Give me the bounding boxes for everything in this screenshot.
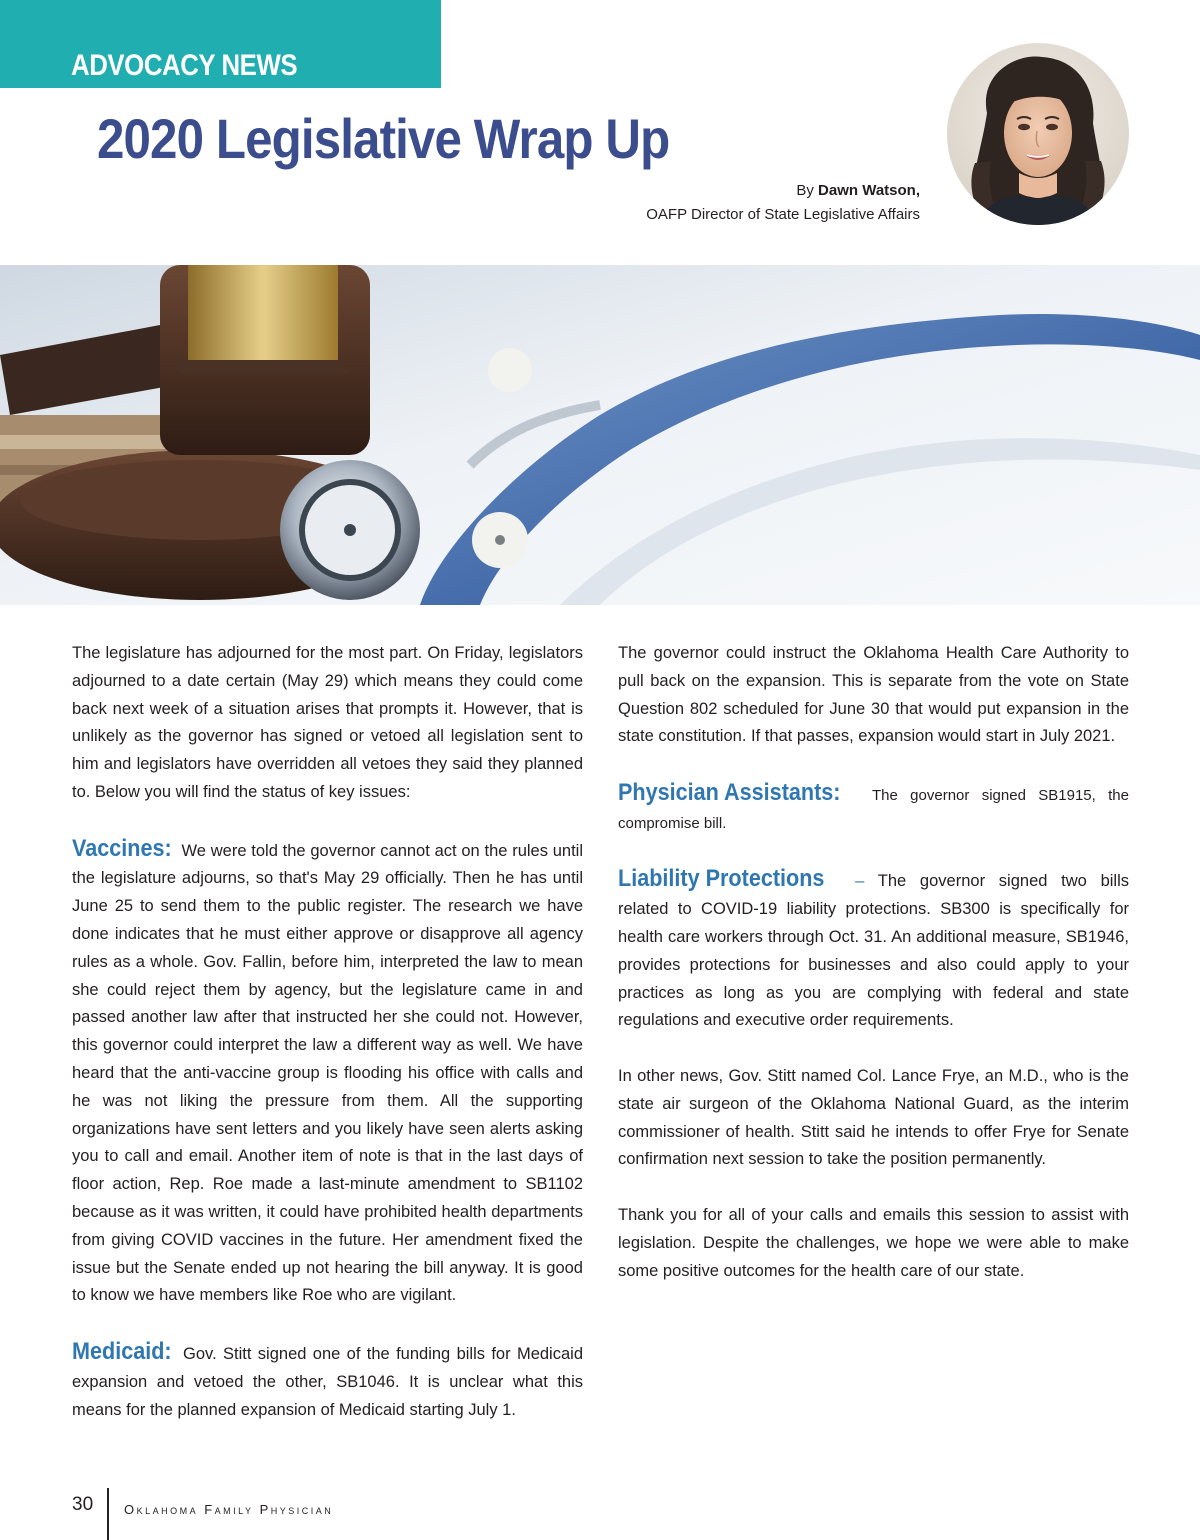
closing-paragraph: Thank you for all of your calls and emails this session to assist with legislation. Despite the challenges, we hope we were able to make some positive outcomes for the health care of our state.	[618, 1205, 1129, 1280]
liability-subhead: Liability Protections	[618, 865, 825, 893]
intro-paragraph: The legislature has adjourned for the most part. On Friday, legislators adjourned to a date certain (May 29) which means they could come back next week of a situation arises that prompts it. However, that is unlikely as the governor has signed or vetoed all legislation sent to him and legislators have overridden all vetoes they said they planned to. Below you will find the status of key issues:	[72, 644, 583, 801]
author-name: Dawn Watson,	[818, 182, 920, 199]
physician-assistants-section	[618, 779, 1129, 838]
author-photo	[947, 43, 1129, 225]
medicaid-body: Gov. Stitt signed one of the funding bills for Medicaid expansion and vetoed the other, SB1046. It is unclear what this means for the planned expansion of Medicaid starting July 1.	[72, 1344, 583, 1419]
article-column-right	[618, 640, 1129, 1313]
medicaid-section	[72, 1338, 583, 1424]
section-label: ADVOCACY NEWS	[71, 49, 298, 82]
medicaid-continued: The governor could instruct the Oklahoma Health Care Authority to pull back on the expansion. This is separate from the vote on State Question 802 scheduled for June 30 that would put expansion in the state constitution. If that passes, expansion would start in July 2021.	[618, 644, 1129, 746]
vaccines-subhead: Vaccines:	[72, 834, 172, 862]
article-column-left	[72, 640, 583, 1452]
publication-name: Oklahoma Family Physician	[124, 1502, 334, 1517]
physician-assistants-body: The governor signed SB1915, the compromise bill.	[618, 786, 1129, 832]
vaccines-body: We were told the governor cannot act on the rules until the legislature adjourns, so that's May 29 officially. Then he has until June 25 to send them to the public register. The research we have done indicates that he must either approve or disapprove all agency rules as a whole. Gov. Fallin, before him, interpreted the law to mean she could reject them by agency, but the legislature came in and passed another law after that instructed her she could not. However, this governor could interpret the law a different way as well. We have heard that the anti-vaccine group is flooding his office with calls and he was not liking the pressure from them. All the supporting organizations have sent letters and you likely have seen alerts asking you to call and email. Another item of note is that in the last days of floor action, Rep. Roe made a last-minute amendment to SB1102 because as it was written, it could have prohibited health departments from giving COVID vaccines in the future. Her amendment fixed the issue but the Senate ended up not hearing the bill anyway. It is good to know we have members like Roe who are vigilant.	[72, 841, 583, 1305]
author-role: OAFP Director of State Legislative Affairs	[646, 206, 920, 223]
medicaid-subhead: Medicaid:	[72, 1337, 172, 1365]
article-title: 2020 Legislative Wrap Up	[97, 107, 670, 170]
vaccines-section	[72, 835, 583, 1311]
liability-section	[618, 865, 1129, 1035]
other-news-paragraph: In other news, Gov. Stitt named Col. Lance Frye, an M.D., who is the state air surgeon of the Oklahoma National Guard, as the interim commissioner of health. Stitt said he intends to offer Frye for Senate confirmation next session to take the position permanently.	[618, 1066, 1129, 1169]
byline	[646, 179, 920, 227]
byline-prefix: By	[796, 182, 814, 199]
liability-dash: –	[855, 872, 865, 891]
physician-assistants-subhead: Physician Assistants:	[618, 778, 841, 806]
page-number: 30	[72, 1494, 94, 1515]
footer-divider	[107, 1488, 109, 1540]
hero-image-gavel-stethoscope	[0, 265, 1200, 605]
liability-body: The governor signed two bills related to COVID-19 liability protections. SB300 is specifically for health care workers through Oct. 31. An additional measure, SB1946, provides protections for businesses and also could apply to your practices as long as you are complying with federal and state regulations and executive order requirements.	[618, 872, 1129, 1030]
